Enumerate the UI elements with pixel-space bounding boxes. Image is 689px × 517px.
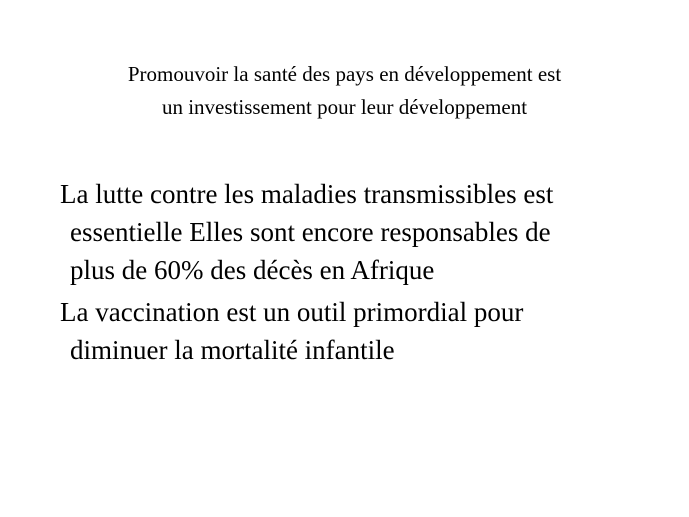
- bullet-line: diminuer la mortalité infantile: [70, 335, 395, 365]
- bullet-line: plus de 60% des décès en Afrique: [70, 255, 435, 285]
- slide-title-line: un investissement pour leur développement: [161, 95, 528, 119]
- bullet-line: La vaccination est un outil primordial pour: [60, 297, 524, 327]
- bullet-item-vaccination: [60, 293, 675, 369]
- slide-title-line: Promouvoir la santé des pays en développement est: [127, 62, 562, 86]
- bullet-list: [60, 175, 675, 369]
- bullet-line: La lutte contre les maladies transmissibles est: [60, 179, 554, 209]
- bullet-item-communicable-diseases: [60, 175, 675, 289]
- slide-title: [20, 58, 669, 124]
- bullet-line: essentielle Elles sont encore responsables de: [70, 217, 551, 247]
